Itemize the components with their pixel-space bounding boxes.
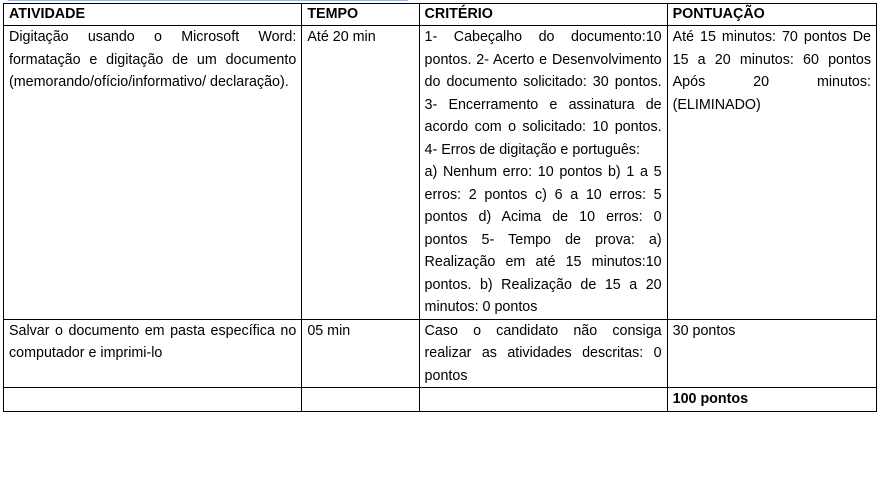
cell-atividade: Digitação usando o Microsoft Word: formatação e digitação de um documento (memorando/ofício/informativo/ declaração). bbox=[4, 26, 302, 320]
table-row bbox=[4, 26, 877, 320]
criterio-part-2: a) Nenhum erro: 10 pontos b) 1 a 5 erros: 2 pontos c) 6 a 10 erros: 5 pontos d) Acima de 10 erros: 0 pontos 5- Tempo de prova: a) Realização em até 15 minutos:10 pontos. b) Realização de 15 a 20 minutos: 0 pontos bbox=[424, 164, 662, 315]
header-row bbox=[4, 4, 877, 26]
cell-atividade: Salvar o documento em pasta específica no computador e imprimi-lo bbox=[4, 319, 302, 388]
empty-cell bbox=[419, 388, 667, 412]
cell-tempo: Até 20 min bbox=[302, 26, 419, 320]
header-criterio: CRITÉRIO bbox=[419, 4, 667, 26]
scoring-table bbox=[3, 3, 877, 412]
header-tempo: TEMPO bbox=[302, 4, 419, 26]
total-value: 100 pontos bbox=[667, 388, 876, 412]
criterio-part-1: 1- Cabeçalho do documento:10 pontos. 2- Acerto e Desenvolvimento do documento solicitado: 30 pontos. 3- Encerramento e assinatura de acordo com o solicitado: 10 pontos. 4- Erros de digitação e português: bbox=[424, 29, 662, 158]
cell-tempo: 05 min bbox=[302, 319, 419, 388]
cell-pontuacao: 30 pontos bbox=[667, 319, 876, 388]
total-row bbox=[4, 388, 877, 412]
empty-cell bbox=[302, 388, 419, 412]
cell-criterio: Caso o candidato não consiga realizar as atividades descritas: 0 pontos bbox=[419, 319, 667, 388]
cell-pontuacao: Até 15 minutos: 70 pontos De 15 a 20 minutos: 60 pontos Após 20 minutos: (ELIMINADO) bbox=[667, 26, 876, 320]
table-row bbox=[4, 319, 877, 388]
header-pontuacao: PONTUAÇÃO bbox=[667, 4, 876, 26]
empty-cell bbox=[4, 388, 302, 412]
cell-criterio bbox=[419, 26, 667, 320]
header-atividade: ATIVIDADE bbox=[4, 4, 302, 26]
top-rule bbox=[8, 0, 408, 1]
